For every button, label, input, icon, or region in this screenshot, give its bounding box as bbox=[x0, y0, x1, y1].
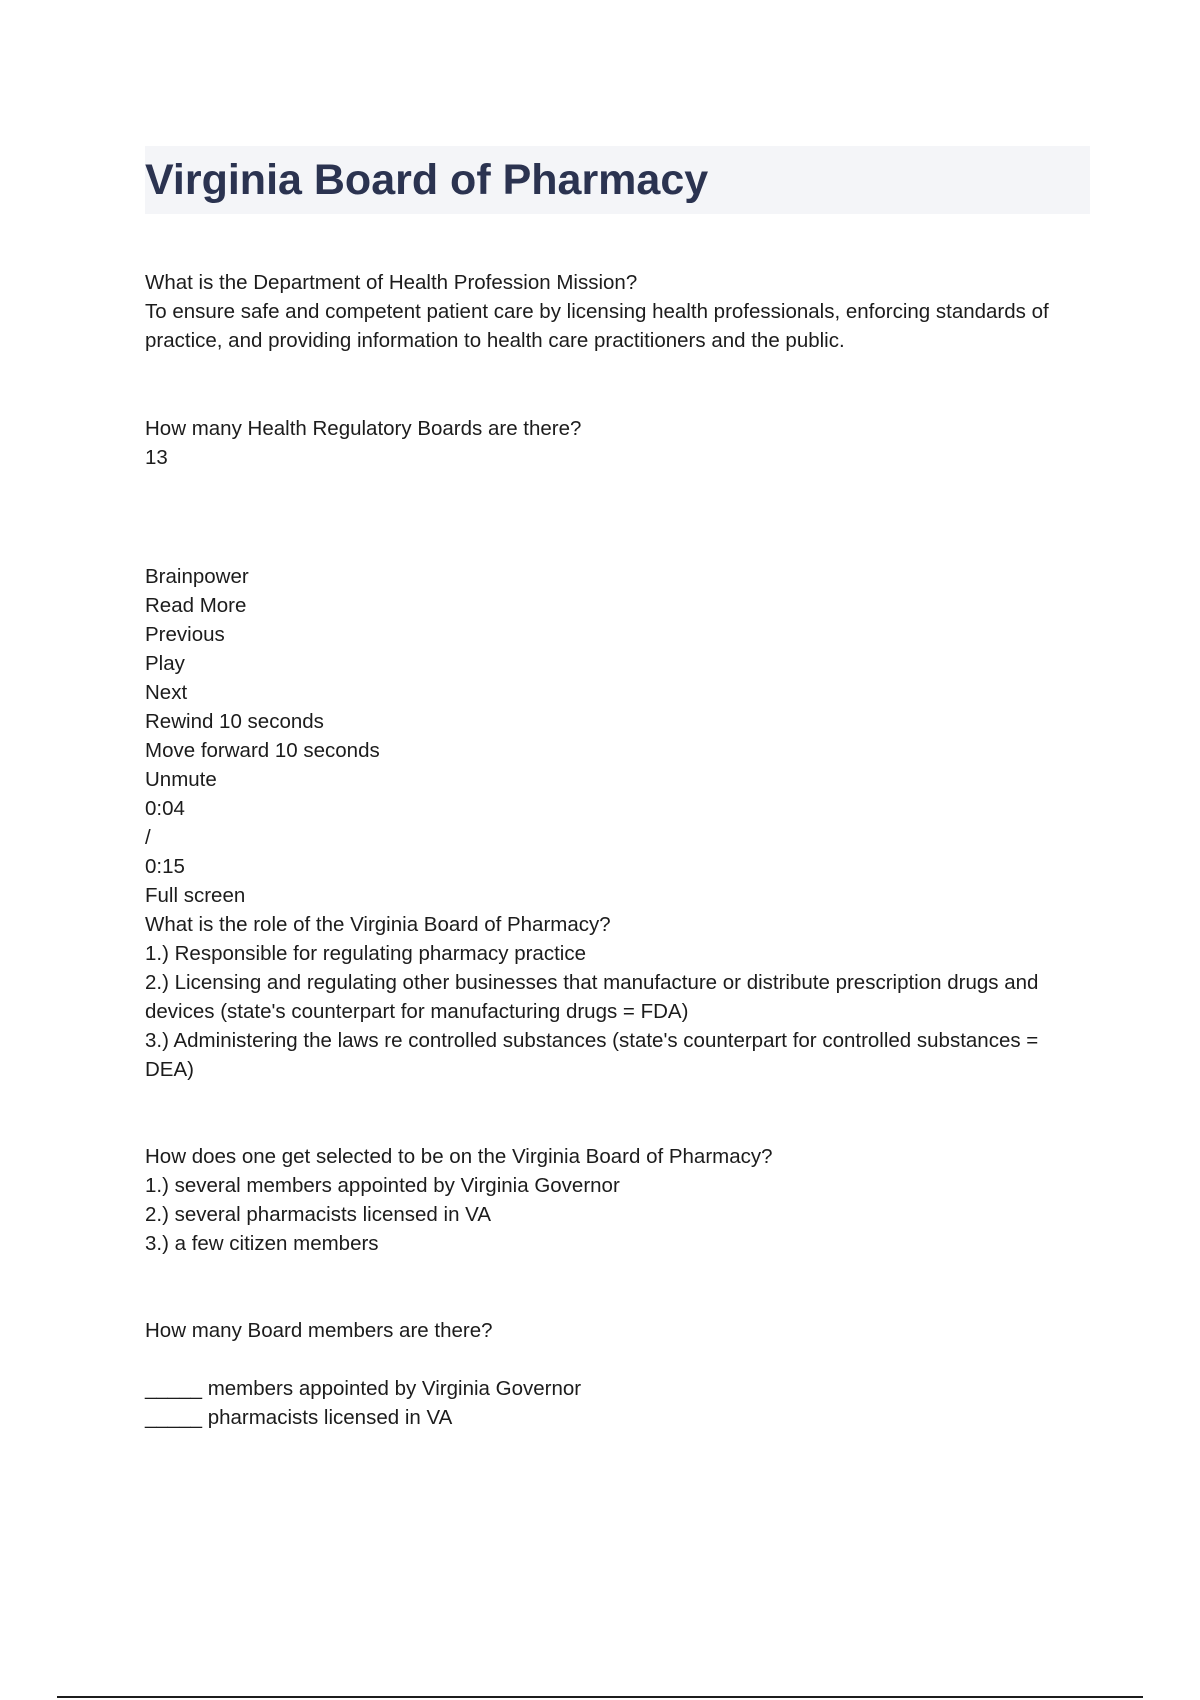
card-answer-item: _____ pharmacists licensed in VA bbox=[145, 1406, 453, 1429]
card-answer-item: 1.) several members appointed by Virginia Governor bbox=[145, 1174, 620, 1197]
rewind-button[interactable]: Rewind 10 seconds bbox=[145, 710, 324, 733]
card-question: How many Health Regulatory Boards are there? bbox=[145, 417, 582, 440]
card-answer-item: 3.) a few citizen members bbox=[145, 1232, 379, 1255]
card-answer-item: 3.) Administering the laws re controlled substances (state's counterpart for controlled substances = DEA) bbox=[145, 1029, 1039, 1081]
card-question: What is the role of the Virginia Board of Pharmacy? bbox=[145, 913, 611, 936]
duration: 0:15 bbox=[145, 855, 185, 878]
play-button[interactable]: Play bbox=[145, 652, 185, 675]
card-question: How does one get selected to be on the Virginia Board of Pharmacy? bbox=[145, 1145, 773, 1168]
qa-card-selection bbox=[145, 1142, 1085, 1258]
forward-button[interactable]: Move forward 10 seconds bbox=[145, 739, 380, 762]
card-answer-item: 2.) Licensing and regulating other businesses that manufacture or distribute prescription drugs and devices (state's counterpart for manufacturing drugs = FDA) bbox=[145, 971, 1039, 1023]
card-question: What is the Department of Health Profession Mission? bbox=[145, 271, 638, 294]
media-player bbox=[145, 562, 1085, 910]
card-question: How many Board members are there? bbox=[145, 1319, 493, 1342]
card-answer: To ensure safe and competent patient care by licensing health professionals, enforcing standards of practice, and providing information to health care practitioners and the public. bbox=[145, 300, 1049, 352]
qa-card-mission bbox=[145, 268, 1085, 355]
read-more-link[interactable]: Read More bbox=[145, 594, 247, 617]
qa-card-members bbox=[145, 1316, 1085, 1432]
page-bottom-rule bbox=[57, 1696, 1143, 1698]
card-answer-item: 1.) Responsible for regulating pharmacy practice bbox=[145, 942, 586, 965]
card-answer: 13 bbox=[145, 446, 168, 469]
time-separator: / bbox=[145, 826, 151, 849]
card-answer-item: _____ members appointed by Virginia Governor bbox=[145, 1377, 582, 1400]
card-answer-item: 2.) several pharmacists licensed in VA bbox=[145, 1203, 491, 1226]
fullscreen-button[interactable]: Full screen bbox=[145, 884, 246, 907]
previous-button[interactable]: Previous bbox=[145, 623, 225, 646]
player-brand: Brainpower bbox=[145, 565, 249, 588]
unmute-button[interactable]: Unmute bbox=[145, 768, 217, 791]
qa-card-boards bbox=[145, 414, 1085, 472]
document-body bbox=[145, 268, 1085, 1432]
page-title: Virginia Board of Pharmacy bbox=[145, 156, 709, 204]
current-time: 0:04 bbox=[145, 797, 185, 820]
next-button[interactable]: Next bbox=[145, 681, 188, 704]
qa-card-role bbox=[145, 910, 1085, 1084]
